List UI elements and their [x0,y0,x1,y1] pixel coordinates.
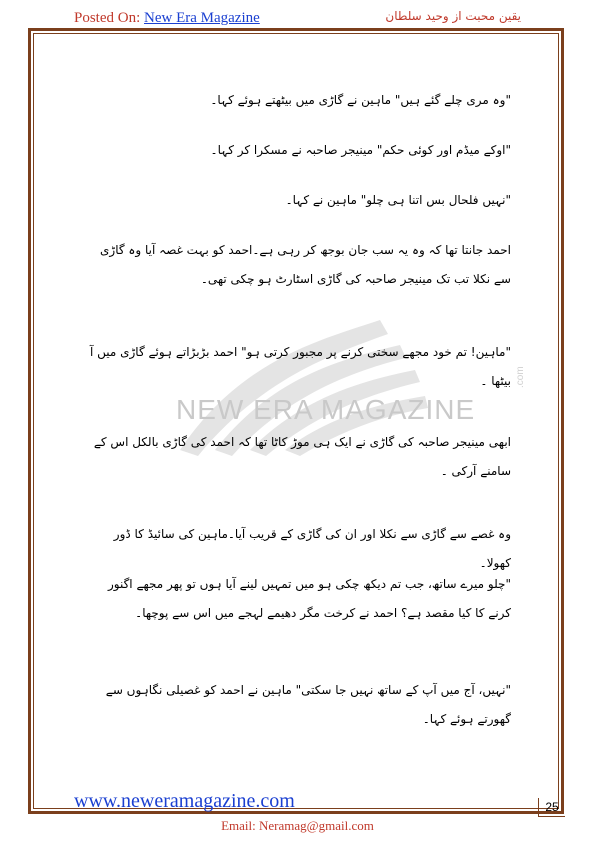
paragraph-9: "نہیں، آج میں آپ کے ساتھ نہیں جا سکتی" ماہین نے احمد کو غصیلی نگاہوں سے گھورتے ہوئے کہا۔ [105,683,511,726]
page-number: 25 [538,798,565,817]
watermark-text: NEW ERA MAGAZINE [176,394,476,425]
paragraph-4: احمد جانتا تھا کہ وہ یہ سب جان بوجھ کر رہی ہے۔احمد کو بہت غصہ آیا وہ گاڑی سے نکلا تب تک مینیجر صاحبہ کی گاڑی اسٹارٹ ہو چکی تھی۔ [100,243,511,286]
paragraph-7: وہ غصے سے گاڑی سے نکلا اور ان کی گاڑی کے قریب آیا۔ماہین کی سائیڈ کا ڈور کھولا۔ [113,527,511,570]
paragraph-6: ابھی مینیجر صاحبہ کی گاڑی نے ایک ہی موڑ کاٹا تھا کہ احمد کی گاڑی بالکل اس کے سامنے آرکی ۔ [93,435,511,478]
paragraph-1: "وہ مری چلے گئے ہیں" ماہین نے گاڑی میں بیٹھتے ہوئے کہا۔ [210,93,511,107]
watermark-dotcom: .com [515,366,526,388]
footer-email: Email: Neramag@gmail.com [221,818,374,833]
paragraph-8: "چلو میرے ساتھ، جب تم دیکھ چکی ہو میں تمہیں لینے آیا ہوں تو پھر مجھے اگنور کرنے کا کیا مقصد ہے؟ احمد نے کرخت مگر دھیمے لہجے میں اس سے پوچھا۔ [107,577,511,620]
paragraph-2: "اوکے میڈم اور کوئی حکم" مینیجر صاحبہ نے مسکرا کر کہا۔ [210,143,511,157]
magazine-link[interactable]: New Era Magazine [144,10,260,26]
posted-on-label: Posted On: [74,10,141,26]
paragraph-5: "ماہین! تم خود مجھے سختی کرنے پر مجبور کرتی ہو" احمد بڑبڑاتے ہوئے گاڑی میں آ بیٹھا ۔ [89,345,511,388]
posted-on-line [74,10,260,27]
footer-website-link[interactable]: www.neweramagazine.com [74,790,295,812]
novel-title: یقین محبت از وحید سلطان [385,9,521,23]
paragraph-3: "نہیں فلحال بس اتنا ہی چلو" ماہین نے کہا۔ [285,193,511,207]
